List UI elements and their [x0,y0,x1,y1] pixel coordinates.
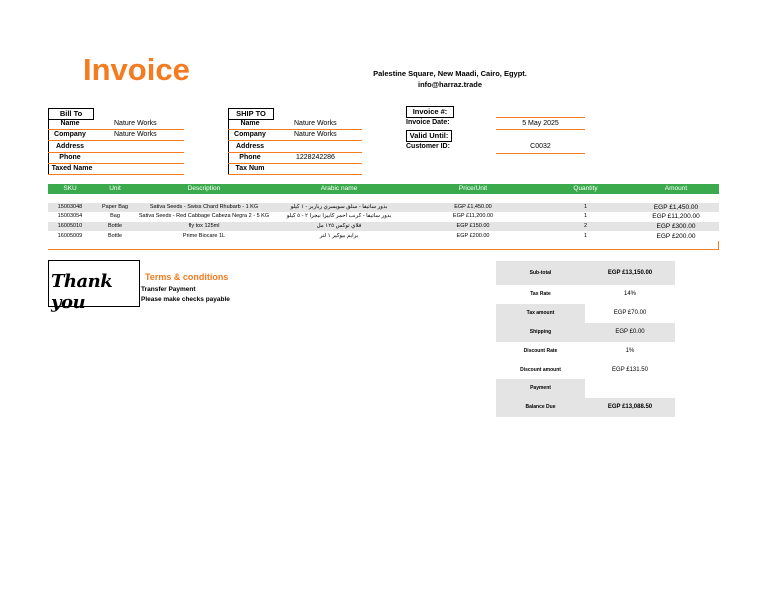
summary-label: Sub-total [529,270,552,276]
cell-price: EGP £1,450.00 [454,204,492,210]
thank-you-text: Thank you [51,271,113,313]
ship-to-company-row [228,129,362,141]
summary-label: Discount Rate [523,348,558,354]
valid-until-label: Valid Until: [406,130,452,142]
ship-to-phone-value: 1228242286 [296,154,335,161]
table-spacer-row [48,194,719,202]
terms-line: Please make checks payable [141,296,230,303]
cell-quantity: 1 [583,233,588,239]
cell-description: Sativa Seeds - Swiss Chard Rhubarb - 1 KG [149,204,259,210]
summary-discount-rate [496,342,675,361]
ship-to-name-label: Name [240,120,260,127]
summary-value: 1% [625,348,635,354]
bill-to-taxed-name-row [48,163,184,175]
cell-sku: 15003048 [57,204,83,210]
table-bottom-line [48,249,719,250]
invoice-date-label: Invoice Date: [406,119,450,126]
terms-line: Transfer Payment [141,286,196,293]
cell-arabic-name: بذور ساتيفا - سلق سويسري رباربر - ١ كيلو [290,204,388,210]
cell-description: Sativa Seeds - Red Cabbage Cabeza Negra 2 - 5 KG [138,213,270,219]
bill-to-company-label: Company [54,131,86,138]
cell-arabic-name: برايم بيوكير ١ لتر [319,233,359,239]
col-arabic-name: Arabic name [320,185,358,192]
bill-to-company-row [48,129,184,141]
cell-amount: EGP £300.00 [656,223,696,230]
cell-sku: 16005010 [57,223,83,229]
cell-sku: 16005009 [57,233,83,239]
summary-discount-amount [496,361,675,380]
cell-amount: EGP £1,450.00 [653,204,699,211]
bill-to-taxed-name-label: Taxed Name [51,165,93,172]
summary-value: EGP £0.00 [585,323,675,342]
summary-tax-rate [496,285,675,304]
ship-to-tax-num-row [228,163,362,175]
col-unit: Unit [109,185,121,192]
table-row [48,232,719,241]
summary-label: Payment [496,379,585,398]
ship-to-address-label: Address [235,143,264,150]
cell-quantity: 1 [583,213,588,219]
cell-arabic-name: فلاي توكس ١٢٥ مل [316,223,362,229]
cell-price: EGP £150.00 [456,223,490,229]
summary-shipping [496,323,675,342]
table-row [48,222,719,231]
summary-value: EGP £70.00 [613,310,647,316]
cell-unit: Bottle [107,223,123,229]
ship-to-phone-label: Phone [239,154,261,161]
thank-you-box [48,260,140,313]
summary-payment [496,379,675,398]
cell-sku: 15003054 [57,213,83,219]
table-row [48,203,719,212]
company-address: Palestine Square, New Maadi, Cairo, Egypt. [373,69,527,78]
summary-label: Tax amount [496,304,585,323]
summary-label: Balance Due [525,404,556,410]
ship-to-label: SHIP TO [228,108,274,120]
cell-unit: Bag [110,213,120,219]
cell-price: EGP £200.00 [456,233,490,239]
cell-description: Prime Biocare 1L [182,233,226,239]
customer-id-value: C0032 [496,141,585,154]
col-price: Price/Unit [458,185,488,192]
bill-to-company-value: Nature Works [114,131,157,138]
cell-amount: EGP £11,200.00 [652,213,700,220]
bill-to-phone-label: Phone [59,154,81,161]
col-quantity: Quantity [573,185,598,192]
summary-balance-due [496,398,675,417]
summary-value: EGP £13,088.50 [607,404,653,410]
invoice-title: Invoice [83,52,190,87]
col-amount: Amount [664,185,688,192]
summary-value: EGP £13,150.00 [607,270,653,276]
bill-to-name-value: Nature Works [114,120,157,127]
bill-to-label: Bill To [48,108,94,120]
table-row [48,212,719,221]
summary-value: 14% [623,291,636,297]
summary-label: Tax Rate [530,291,551,297]
cell-price: EGP £11,200.00 [452,213,494,219]
bill-to-address-label: Address [55,143,84,150]
table-bottom-edge [718,241,719,250]
cell-unit: Bottle [107,233,123,239]
cell-quantity: 1 [583,204,588,210]
col-sku: SKU [63,185,77,192]
summary-label: Discount amount [520,367,561,373]
invoice-number-label: Invoice #: [406,106,454,118]
cell-quantity: 2 [583,223,588,229]
cell-amount: EGP £200.00 [656,233,696,240]
summary-subtotal [496,261,675,285]
bill-to-name-label: Name [60,120,80,127]
cell-arabic-name: بذور ساتيفا - كرنب احمر كابيزا نيجرا ٢ - ٥ كيلو [286,213,392,219]
summary-tax-amount [496,304,675,323]
summary-value: EGP £131.50 [612,367,648,373]
ship-to-name-value: Nature Works [294,120,337,127]
ship-to-company-label: Company [234,131,266,138]
ship-to-company-value: Nature Works [294,131,337,138]
summary-label: Shipping [496,323,585,342]
col-description: Description [187,185,221,192]
company-email: info@harraz.trade [418,80,482,89]
customer-id-label: Customer ID: [406,143,450,150]
invoice-date-value: 5 May 2025 [496,117,585,130]
cell-description: fly tox 125ml [188,223,220,229]
cell-unit: Paper Bag [102,204,128,210]
items-table-header [48,184,719,194]
company-info [350,68,550,90]
ship-to-tax-num-label: Tax Num [235,165,265,172]
terms-title: Terms & conditions [145,272,229,282]
